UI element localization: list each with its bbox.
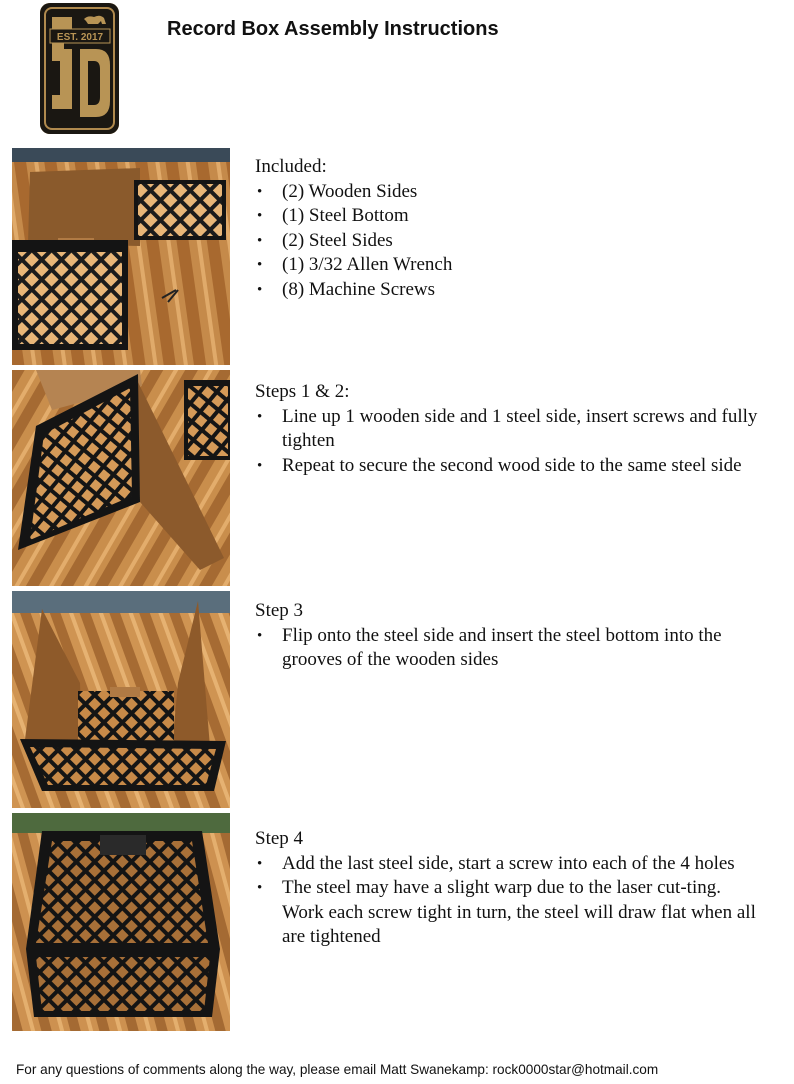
list-item: • (8) Machine Screws bbox=[255, 278, 765, 303]
list-item: • Line up 1 wooden side and 1 steel side, insert screws and fully tighten bbox=[255, 405, 765, 454]
page-title: Record Box Assembly Instructions bbox=[167, 18, 499, 40]
svg-text:EST. 2017: EST. 2017 bbox=[56, 32, 104, 43]
photo-included-parts bbox=[12, 148, 230, 365]
list-item: • Repeat to secure the second wood side to the same steel side bbox=[255, 454, 765, 479]
contact-footer: For any questions of comments along the way, please email Matt Swanekamp: rock0000star@hotmail.com bbox=[16, 1062, 659, 1077]
list-item: • Flip onto the steel side and insert the steel bottom into the grooves of the wooden sides bbox=[255, 624, 765, 673]
instructions-list bbox=[255, 852, 765, 950]
section-heading: Steps 1 & 2: bbox=[255, 381, 350, 402]
section-steps-1-2 bbox=[255, 380, 765, 478]
parts-list bbox=[255, 180, 765, 303]
section-included bbox=[255, 155, 765, 302]
list-item: • (2) Steel Sides bbox=[255, 229, 765, 254]
section-heading: Step 4 bbox=[255, 828, 304, 849]
photo-steps-1-2 bbox=[12, 370, 230, 586]
section-step-4 bbox=[255, 827, 765, 950]
list-item: • (1) Steel Bottom bbox=[255, 204, 765, 229]
section-heading: Included: bbox=[255, 156, 327, 177]
instructions-list bbox=[255, 405, 765, 479]
photo-step-3 bbox=[12, 591, 230, 808]
list-item: • (2) Wooden Sides bbox=[255, 180, 765, 205]
logo-graphic bbox=[40, 3, 119, 134]
instructions-list bbox=[255, 624, 765, 673]
section-step-3 bbox=[255, 599, 765, 673]
list-item: • The steel may have a slight warp due to the laser cut-ting. Work each screw tight in turn, the steel will draw flat when all are tightened bbox=[255, 876, 765, 950]
list-item: • (1) 3/32 Allen Wrench bbox=[255, 253, 765, 278]
list-item: • Add the last steel side, start a screw into each of the 4 holes bbox=[255, 852, 765, 877]
photo-step-4 bbox=[12, 813, 230, 1031]
section-heading: Step 3 bbox=[255, 600, 304, 621]
brand-logo bbox=[40, 3, 119, 134]
